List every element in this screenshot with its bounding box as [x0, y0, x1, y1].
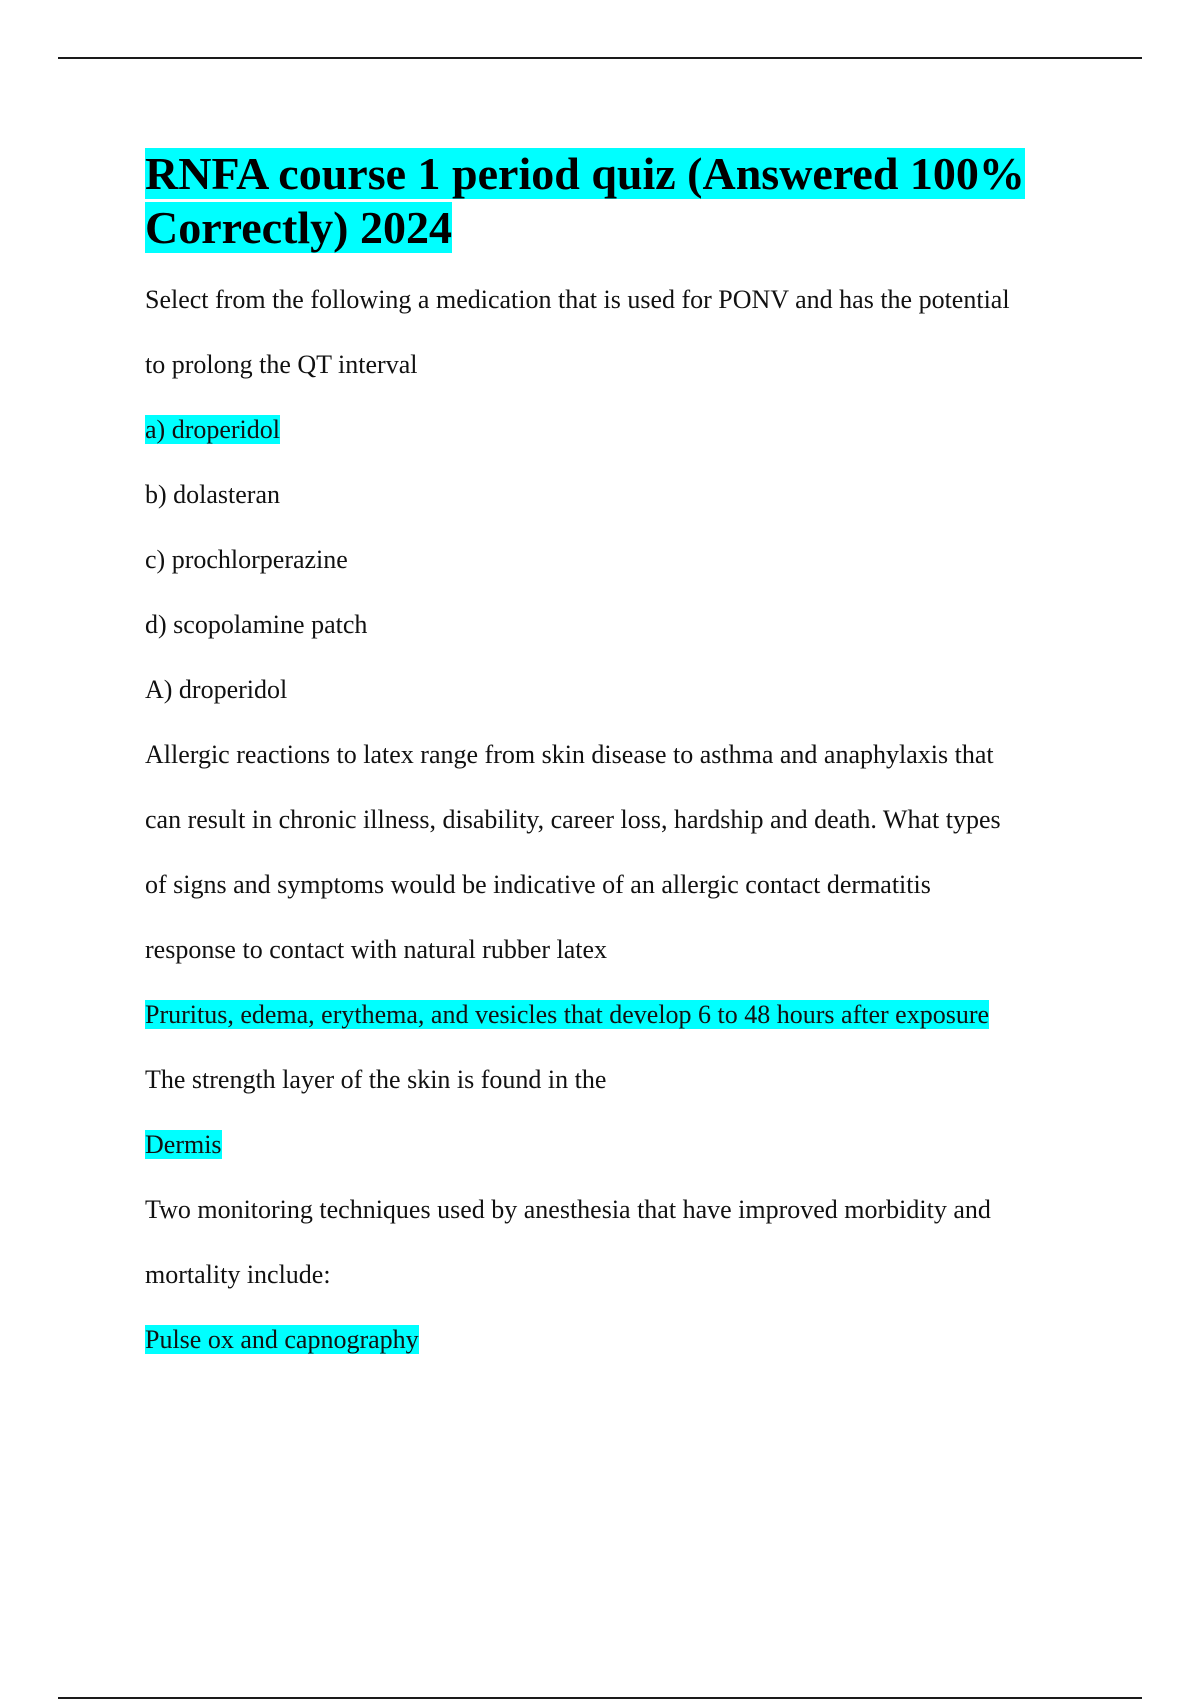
question-4-answer [145, 1307, 1095, 1372]
document-title-text: RNFA course 1 period quiz (Answered 100% Correctly) 2024 [145, 148, 1025, 253]
document-title [145, 147, 1095, 255]
question-4-line-2: mortality include: [145, 1260, 331, 1289]
question-2-line-1: Allergic reactions to latex range from skin disease to asthma and anaphylaxis that [145, 740, 994, 769]
question-2-line-2: can result in chronic illness, disability, career loss, hardship and death. What types [145, 805, 1001, 834]
header-rule [58, 57, 1142, 59]
question-3-answer [145, 1112, 1095, 1177]
question-3-line-1: The strength layer of the skin is found in the [145, 1065, 607, 1094]
question-1-option-a-text: a) droperidol [145, 415, 281, 444]
question-1-option-d: d) scopolamine patch [145, 610, 368, 639]
footer-rule [58, 1697, 1142, 1699]
question-1-line-1: Select from the following a medication that is used for PONV and has the potential [145, 285, 1010, 314]
question-1-option-a [145, 397, 1095, 462]
question-1-line-2: to prolong the QT interval [145, 350, 418, 379]
question-1-option-b: b) dolasteran [145, 480, 281, 509]
question-2-answer-text: Pruritus, edema, erythema, and vesicles that develop 6 to 48 hours after exposure [145, 1000, 990, 1029]
document-body [145, 147, 1095, 1372]
question-4-line-1: Two monitoring techniques used by anesthesia that have improved morbidity and [145, 1195, 991, 1224]
question-2-line-4: response to contact with natural rubber latex [145, 935, 608, 964]
quiz-content [145, 267, 1095, 1372]
question-3-answer-text: Dermis [145, 1130, 222, 1159]
question-1-option-c: c) prochlorperazine [145, 545, 348, 574]
question-1-answer: A) droperidol [145, 675, 288, 704]
question-4-answer-text: Pulse ox and capnography [145, 1325, 419, 1354]
question-2-answer [145, 982, 1095, 1047]
question-2-line-3: of signs and symptoms would be indicative of an allergic contact dermatitis [145, 870, 931, 899]
